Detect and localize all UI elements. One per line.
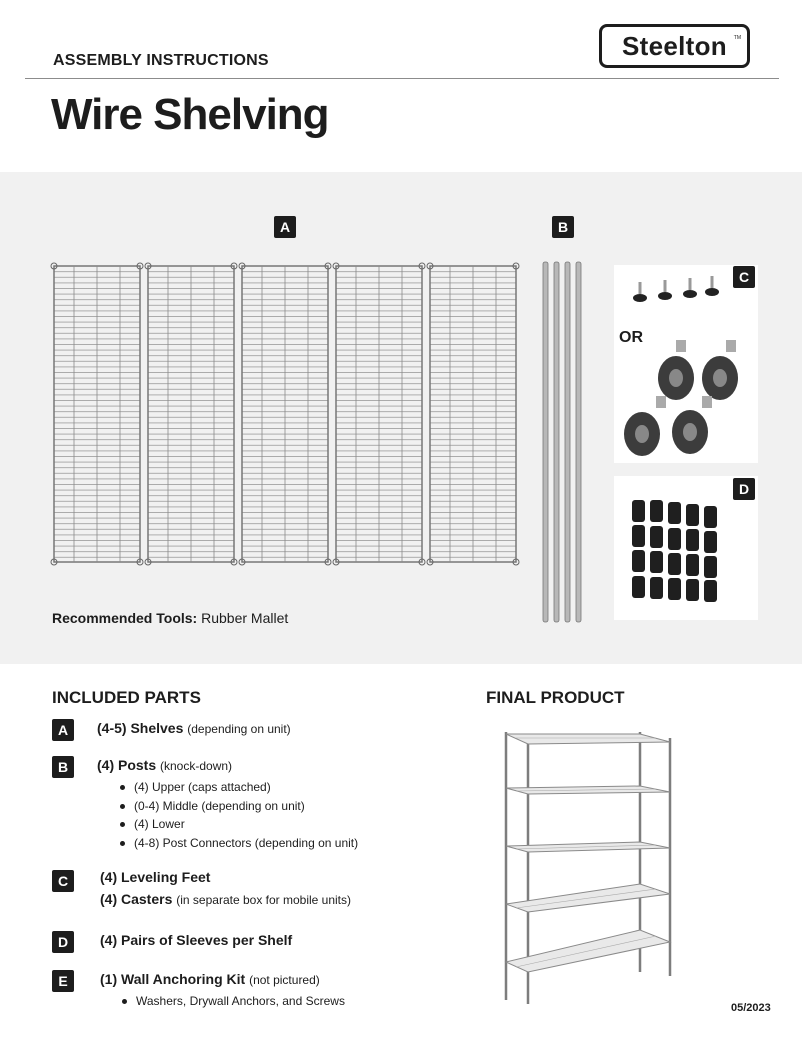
shelf-5 [427,263,519,565]
part-b-note: (knock-down) [160,759,233,773]
part-e-note: (not pictured) [249,973,320,987]
sleeve [704,556,717,578]
shelf-4 [333,263,425,565]
leveling-foot [705,276,719,296]
post [565,262,570,622]
header [0,0,802,172]
part-c-note-2: (in separate box for mobile units) [176,893,352,907]
leveling-foot [633,282,647,302]
shelf-2 [145,263,237,565]
sleeve [686,504,699,526]
sleeve [650,577,663,599]
part-e-main: (1) Wall Anchoring Kit [100,971,246,987]
shelves-illustration [50,260,520,570]
sleeve [704,506,717,528]
brand-name: Steelton [622,30,727,61]
part-b-bullets [118,778,358,852]
sleeve [704,531,717,553]
caster [658,340,694,400]
part-c-line-2 [100,891,351,907]
sleeve [686,554,699,576]
part-c-line-1 [100,869,210,885]
caster [702,340,738,400]
part-d-line [100,932,292,948]
tools-label: Recommended Tools: [52,610,198,626]
parts-badge-a: A [52,719,74,741]
shelf-1 [51,263,143,565]
parts-diagram-panel [0,172,802,664]
post [576,262,581,622]
sleeve [650,551,663,573]
list-item: (4) Upper (caps attached) [118,778,358,797]
posts-illustration [538,258,588,626]
list-item: Washers, Drywall Anchors, and Screws [120,992,345,1011]
list-item: (4-8) Post Connectors (depending on unit) [118,834,358,853]
part-e-bullets [120,992,345,1011]
trademark-mark: TM [733,35,741,41]
leveling-feet-illustration [628,270,728,310]
tools-value: Rubber Mallet [201,610,289,626]
part-label-a: A [274,216,296,238]
parts-badge-b: B [52,756,74,778]
final-product-heading: FINAL PRODUCT [486,688,625,707]
leveling-foot [658,280,672,300]
sleeve [668,502,681,524]
sleeve [632,576,645,598]
list-item: (4) Lower [118,815,358,834]
included-parts-heading: INCLUDED PARTS [52,688,201,707]
recommended-tools [52,610,288,626]
caster [672,396,712,454]
shelf-3 [239,263,331,565]
part-d-main: (4) Pairs of Sleeves per Shelf [100,932,293,948]
rack-shelf [506,734,670,744]
sleeve [632,525,645,547]
sleeve [632,550,645,572]
part-a-note: (depending on unit) [187,722,291,736]
sleeve [704,580,717,602]
revision-date: 05/2023 [731,1002,771,1014]
sleeve [668,578,681,600]
caster [624,396,666,456]
page-title: Wire Shelving [51,90,329,139]
part-label-d: D [733,478,755,500]
sleeve [686,579,699,601]
part-e-line [100,971,320,987]
leveling-foot [683,278,697,298]
part-label-b: B [552,216,574,238]
part-c-main-1: (4) Leveling Feet [100,869,211,885]
part-c-main-2: (4) Casters [100,891,173,907]
brand-logo [599,24,750,68]
sleeves-illustration [630,498,722,608]
sleeve [668,528,681,550]
sleeve [686,529,699,551]
or-label: OR [619,329,643,346]
part-b-main: (4) Posts [97,757,157,773]
post [554,262,559,622]
part-label-c: C [733,266,755,288]
sleeve [668,553,681,575]
parts-badge-c: C [52,870,74,892]
list-item: (0-4) Middle (depending on unit) [118,797,358,816]
part-a-main: (4-5) Shelves [97,720,184,736]
header-divider [25,78,779,79]
part-b-line [97,757,232,773]
post [543,262,548,622]
casters-illustration [620,336,756,462]
parts-badge-d: D [52,931,74,953]
sleeve [650,526,663,548]
document-subtitle: ASSEMBLY INSTRUCTIONS [53,52,269,69]
final-product-illustration [496,724,678,1006]
sleeve [632,500,645,522]
sleeve [650,500,663,522]
parts-badge-e: E [52,970,74,992]
part-a-line [97,720,291,736]
